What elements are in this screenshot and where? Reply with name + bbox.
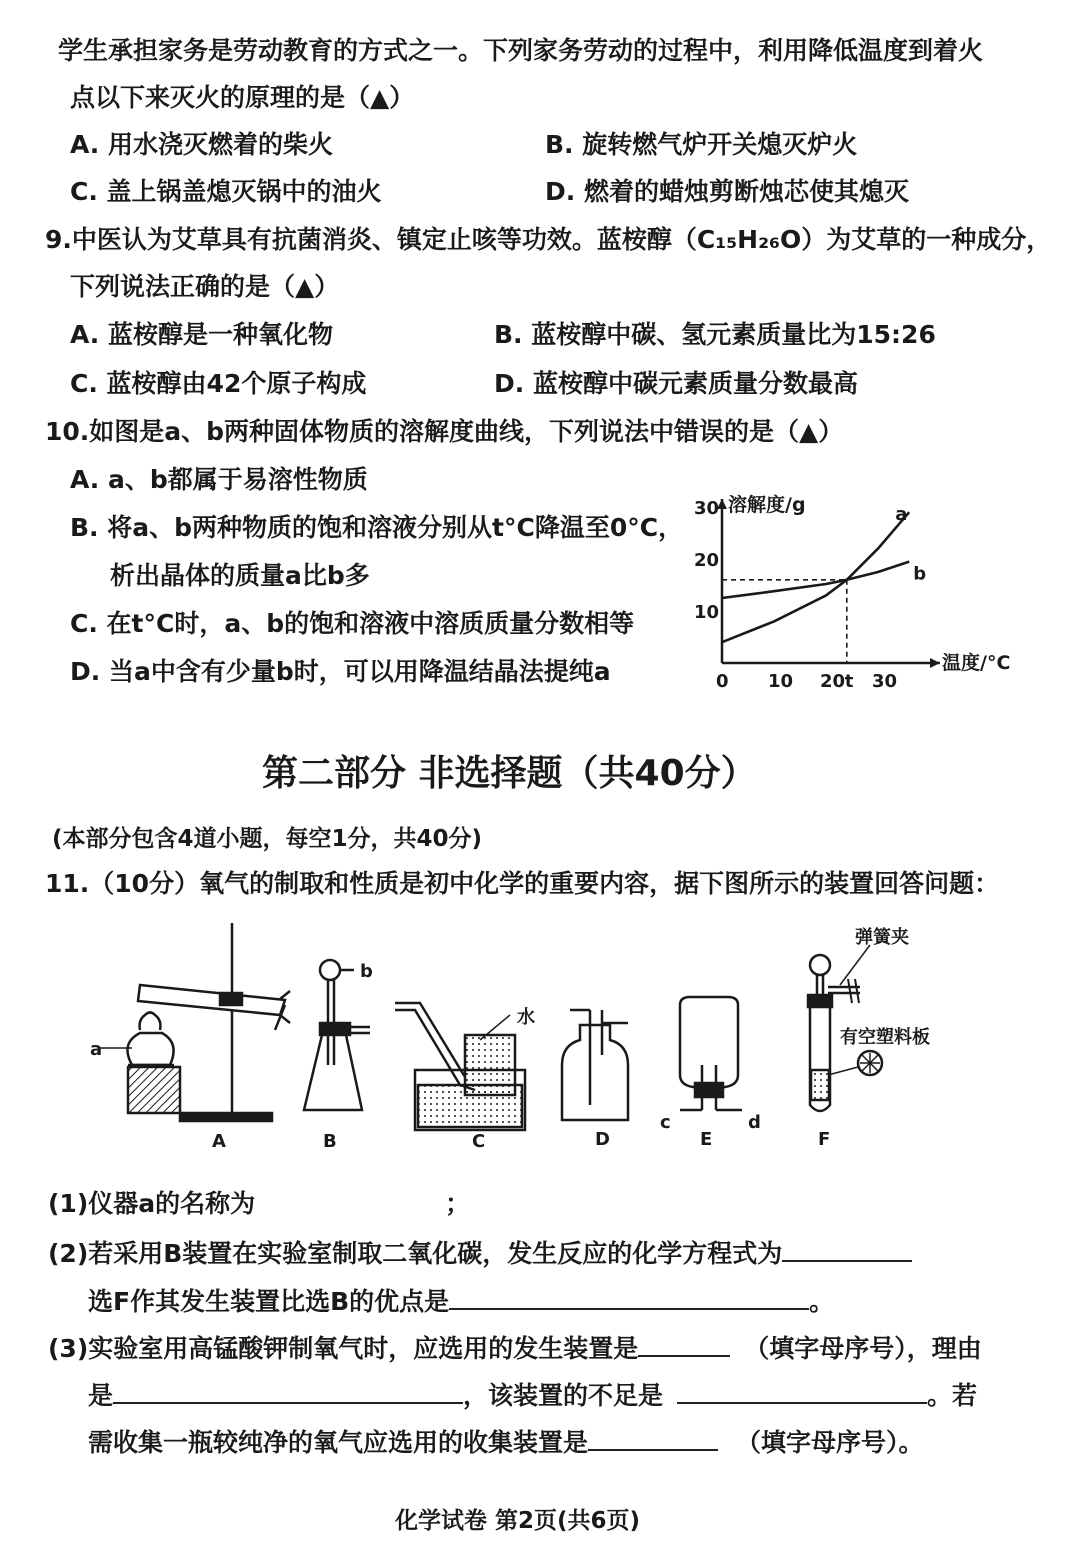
q11-part2-advantage-text: 选F作其发生装置比选B的优点是	[88, 1287, 450, 1316]
answer-blank-shortcoming[interactable]	[677, 1378, 927, 1404]
x-axis-label: 温度/°C	[942, 652, 1011, 674]
q10-option-d: D. 当a中含有少量b时，可以用降温结晶法提纯a	[70, 657, 611, 686]
q9-option-c: C. 蓝桉醇由42个原子构成	[70, 369, 367, 398]
label-E: E	[700, 1129, 713, 1150]
label-d: d	[748, 1112, 761, 1133]
label-b: b	[360, 961, 373, 982]
x-tick-label: 30	[872, 671, 898, 692]
apparatus-a	[100, 923, 290, 1121]
q8-option-b: B. 旋转燃气炉开关熄灭炉火	[545, 130, 858, 159]
answer-blank-collector[interactable]	[588, 1425, 718, 1451]
label-D: D	[595, 1129, 610, 1150]
x-axis-arrow	[930, 658, 940, 668]
q8-stem-line2: 点以下来灭火的原理的是（▲）	[70, 83, 415, 112]
q11-part1-text: (1)仪器a的名称为	[48, 1189, 256, 1218]
q10-option-c: C. 在t°C时，a、b的饱和溶液中溶质质量分数相等	[70, 609, 635, 638]
q9-option-d: D. 蓝桉醇中碳元素质量分数最高	[494, 369, 858, 398]
q11-part3-collector-text: 需收集一瓶较纯净的氧气应选用的收集装置是	[88, 1428, 589, 1457]
q11-part3-shortcoming-label: ，该装置的不足是	[463, 1381, 664, 1410]
q11-part3-text: (3)实验室用高锰酸钾制氧气时，应选用的发生装置是	[48, 1334, 639, 1363]
q11-part3-collector-end: （填字母序号）。	[736, 1428, 924, 1457]
series-line-a	[722, 512, 909, 642]
page-footer: 化学试卷 第2页(共6页)	[395, 1508, 641, 1534]
part2-note: (本部分包含4道小题，每空1分，共40分)	[52, 826, 483, 852]
y-tick-label: 10	[694, 602, 720, 623]
label-B: B	[323, 1131, 337, 1152]
q9-option-a: A. 蓝桉醇是一种氧化物	[70, 320, 334, 349]
q8-option-d: D. 燃着的蜡烛剪断烛芯使其熄灭	[545, 177, 909, 206]
q11-part2-line1	[48, 1236, 912, 1270]
q8-option-c: C. 盖上锅盖熄灭锅中的油火	[70, 177, 382, 206]
x-tick-label: 0	[716, 671, 729, 692]
q10-option-b-line2: 析出晶体的质量a比b多	[110, 561, 370, 590]
y-axis-label: 溶解度/g	[728, 494, 806, 516]
x-tick-label: 20	[820, 671, 846, 692]
q11-part3-reason-label: 是	[88, 1381, 114, 1410]
solubility-chart	[680, 465, 1060, 705]
q11-part2-end: 。	[809, 1287, 835, 1316]
q11-part3-line2	[88, 1378, 977, 1412]
series-label-a: a	[895, 504, 908, 526]
label-F: F	[818, 1129, 831, 1150]
apparatus-d	[562, 1010, 628, 1120]
answer-blank-generator[interactable]	[638, 1331, 730, 1357]
q9-option-b: B. 蓝桉醇中碳、氢元素质量比为15:26	[494, 320, 936, 349]
series-label-b: b	[913, 563, 927, 585]
apparatus-b	[304, 960, 370, 1110]
q10-option-b-line1: B. 将a、b两种物质的饱和溶液分别从t°C降温至0°C，	[70, 513, 684, 542]
q9-stem-line2: 下列说法正确的是（▲）	[70, 272, 340, 301]
answer-blank-advantage[interactable]	[449, 1284, 809, 1310]
q11-part3-mid: （填字母序号），理由	[744, 1334, 982, 1363]
apparatus-figure	[80, 915, 960, 1160]
q11-part2-text: (2)若采用B装置在实验室制取二氧化碳，发生反应的化学方程式为	[48, 1239, 783, 1268]
y-tick-label: 30	[694, 498, 720, 519]
label-A: A	[212, 1131, 226, 1152]
label-plate: 有空塑料板	[840, 1027, 930, 1048]
answer-blank-equation[interactable]	[782, 1236, 912, 1262]
label-clip: 弹簧夹	[855, 927, 909, 948]
y-tick-label: 20	[694, 550, 720, 571]
q9-stem-line1: 9.中医认为艾草具有抗菌消炎、镇定止咳等功效。蓝桉醇（C₁₅H₂₆O）为艾草的一种成分，	[45, 225, 1052, 254]
q11-part1	[48, 1188, 470, 1220]
apparatus-e	[680, 997, 742, 1110]
x-tick-label: 10	[768, 671, 794, 692]
apparatus-c	[395, 1003, 525, 1130]
q11-stem: 11.（10分）氧气的制取和性质是初中化学的重要内容，据下图所示的装置回答问题：	[45, 869, 1000, 898]
q8-stem-line1: 学生承担家务是劳动教育的方式之一。下列家务劳动的过程中，利用降低温度到着火	[58, 36, 984, 65]
q11-part1-end: ；	[445, 1189, 471, 1218]
q11-part3-end: 。若	[927, 1381, 978, 1410]
x-tick-label: t	[844, 671, 854, 692]
q10-option-a: A. a、b都属于易溶性物质	[70, 465, 368, 494]
label-C: C	[472, 1131, 486, 1152]
part2-title: 第二部分 非选择题（共40分）	[262, 753, 757, 794]
label-a: a	[90, 1039, 103, 1060]
q11-part3-line1	[48, 1331, 982, 1365]
q11-part3-line3	[88, 1425, 924, 1459]
q8-option-a: A. 用水浇灭燃着的柴火	[70, 130, 334, 159]
q10-stem: 10.如图是a、b两种固体物质的溶解度曲线，下列说法中错误的是（▲）	[45, 417, 844, 446]
answer-blank-reason[interactable]	[113, 1378, 463, 1404]
label-water: 水	[517, 1007, 535, 1028]
q11-part2-line2	[88, 1284, 834, 1318]
label-c: c	[660, 1112, 671, 1133]
